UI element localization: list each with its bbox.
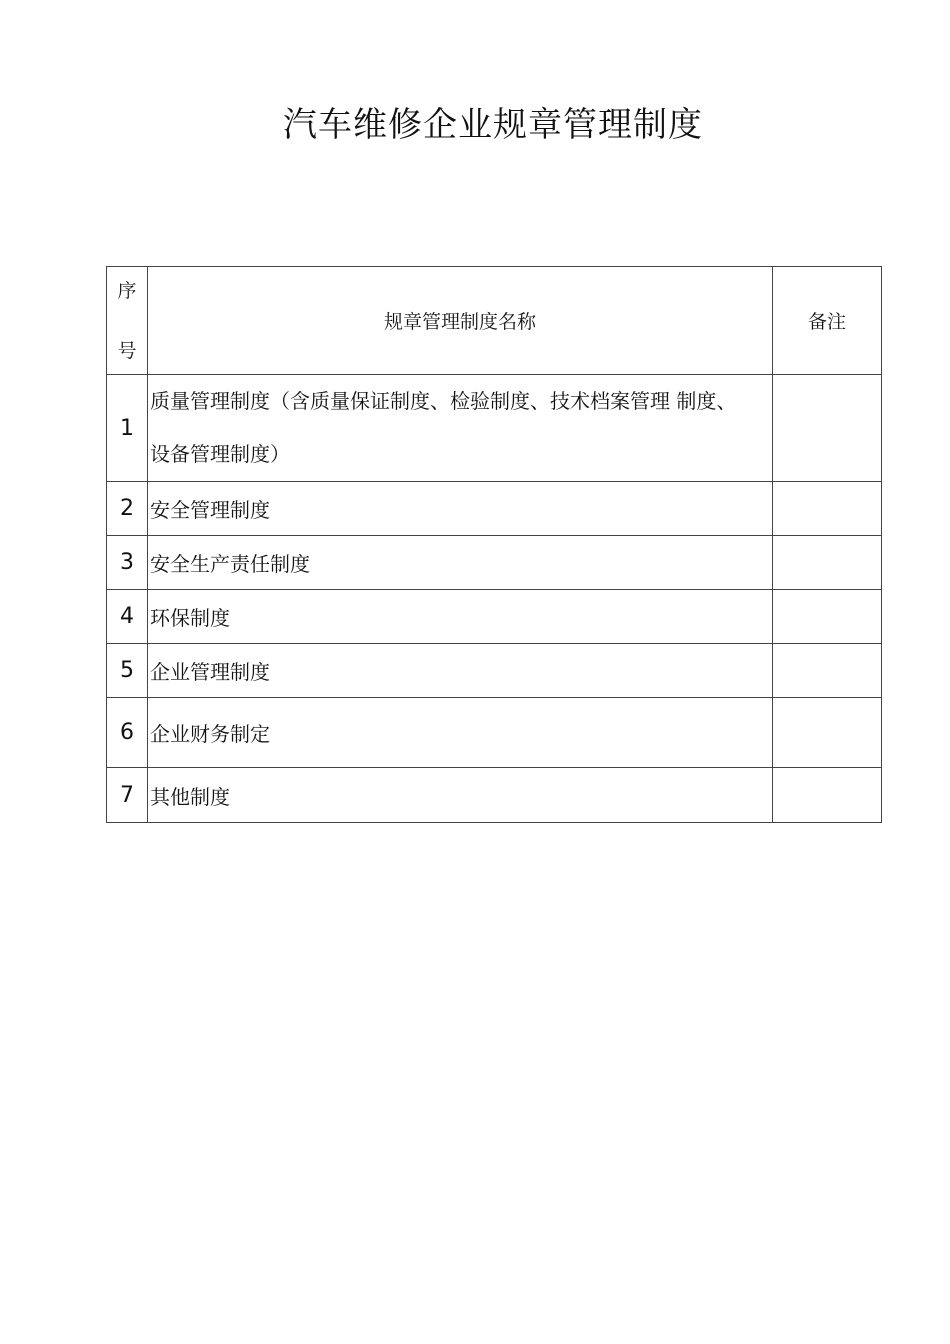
header-remarks: 备注 bbox=[773, 267, 882, 375]
row-regulation-name: 环保制度 bbox=[148, 590, 773, 644]
row-remarks bbox=[773, 698, 882, 768]
table-row bbox=[107, 644, 882, 698]
row-regulation-name: 企业财务制定 bbox=[148, 698, 773, 768]
regulations-table bbox=[106, 266, 882, 823]
table-row bbox=[107, 698, 882, 768]
header-serial-number bbox=[107, 267, 148, 375]
row-number: 6 bbox=[107, 698, 148, 768]
table-row bbox=[107, 482, 882, 536]
row-remarks bbox=[773, 644, 882, 698]
row-number: 7 bbox=[107, 768, 148, 823]
row-remarks bbox=[773, 375, 882, 482]
row-number: 1 bbox=[107, 375, 148, 482]
header-serial-line1: 序 bbox=[117, 279, 137, 302]
row-regulation-name: 其他制度 bbox=[148, 768, 773, 823]
row-number: 4 bbox=[107, 590, 148, 644]
row-regulation-name: 安全管理制度 bbox=[148, 482, 773, 536]
row-regulation-name: 安全生产责任制度 bbox=[148, 536, 773, 590]
table-row bbox=[107, 375, 882, 482]
table-header-row bbox=[107, 267, 882, 375]
row-remarks bbox=[773, 768, 882, 823]
row-remarks bbox=[773, 536, 882, 590]
header-regulation-name: 规章管理制度名称 bbox=[148, 267, 773, 375]
row-number: 5 bbox=[107, 644, 148, 698]
header-serial-line2: 号 bbox=[117, 339, 137, 362]
row-regulation-name: 质量管理制度（含质量保证制度、检验制度、技术档案管理 制度、设备管理制度） bbox=[148, 375, 773, 482]
table-row bbox=[107, 590, 882, 644]
table-row bbox=[107, 536, 882, 590]
row-remarks bbox=[773, 482, 882, 536]
row-number: 3 bbox=[107, 536, 148, 590]
row-remarks bbox=[773, 590, 882, 644]
row-number: 2 bbox=[107, 482, 148, 536]
table-row bbox=[107, 768, 882, 823]
document-title: 汽车维修企业规章管理制度 bbox=[283, 105, 703, 145]
row-regulation-name: 企业管理制度 bbox=[148, 644, 773, 698]
